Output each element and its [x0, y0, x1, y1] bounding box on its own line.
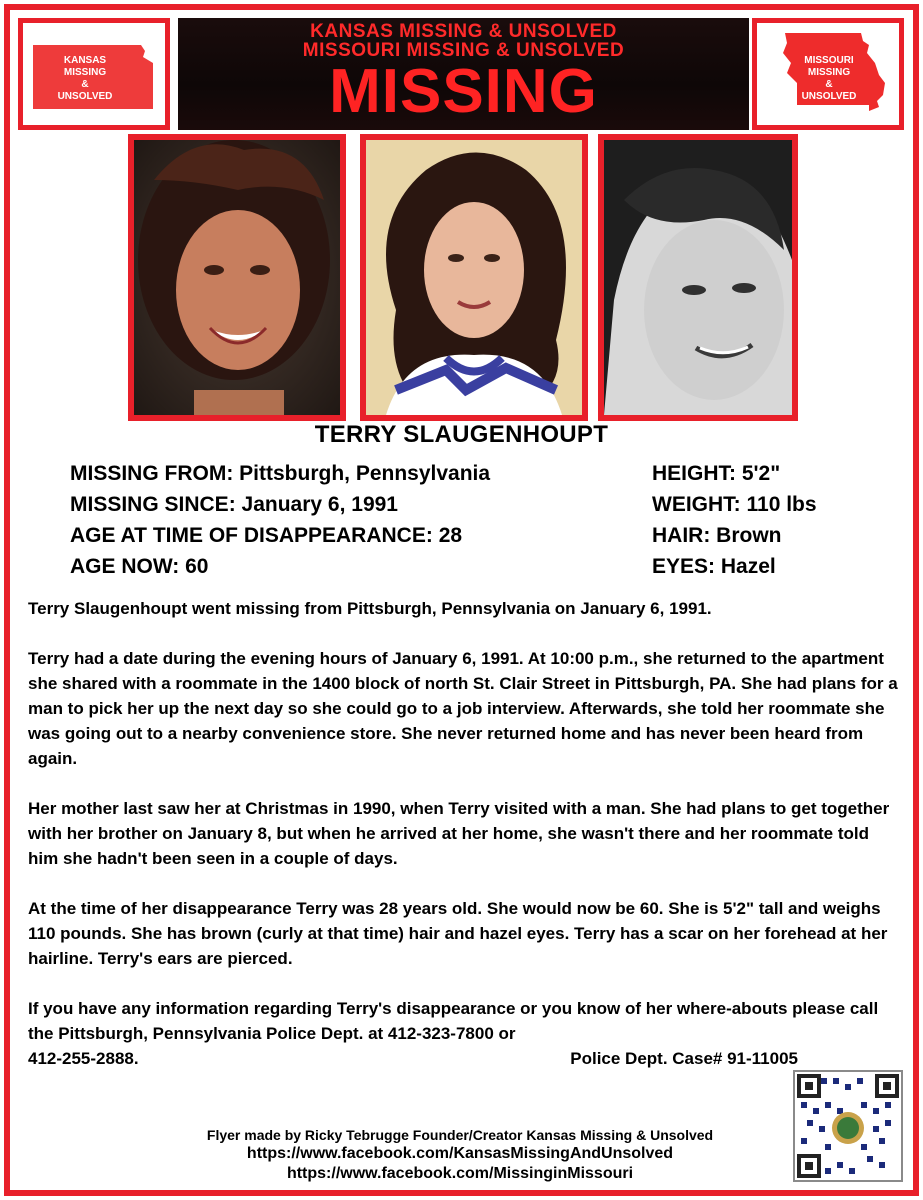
contact-row	[28, 1046, 798, 1071]
person-name: TERRY SLAUGENHOUPT	[314, 421, 609, 448]
paragraph-contact	[28, 996, 898, 1071]
fact-value: Brown	[716, 524, 782, 547]
fact-value: January 6, 1991	[241, 493, 398, 516]
fact-label: HAIR:	[652, 524, 711, 547]
fact-missing-since	[70, 489, 490, 520]
missouri-state-shape-icon	[757, 23, 899, 125]
kansas-logo-text-2: MISSING	[63, 67, 107, 78]
fact-label: HEIGHT:	[652, 462, 736, 485]
fact-age-now	[70, 551, 490, 582]
fact-label: EYES:	[652, 555, 716, 578]
photo-1	[128, 134, 346, 421]
missouri-logo-text-3: &	[825, 79, 833, 90]
fact-value: Pittsburgh, Pennsylvania	[239, 462, 491, 485]
fact-label: AGE NOW:	[70, 555, 180, 578]
paragraph-description: At the time of her disappearance Terry was 28 years old. She would now be 60. She is 5'2" tall and weighs 110 pounds. She has brown (curly at that time) hair and hazel eyes. Terry has a scar on her forehead at her hairline. Terry's ears are pierced.	[28, 899, 888, 968]
fact-age-at-disappearance	[70, 520, 490, 551]
kansas-logo-text-4: UNSOLVED	[57, 91, 113, 102]
fact-weight	[652, 489, 817, 520]
kansas-state-shape-icon	[23, 23, 165, 125]
photo-3	[598, 134, 798, 421]
fact-label: AGE AT TIME OF DISAPPEARANCE:	[70, 524, 433, 547]
fact-value: 5'2"	[741, 462, 781, 485]
paragraph-details: Terry had a date during the evening hours of January 6, 1991. At 10:00 p.m., she returned to the apartment she shared with a roommate in the 1400 block of north St. Clair Street in Pittsburgh, PA. She had plans for a man to pick her up the next day so she could go to a job interview. Afterwards, she told her roommate she was going out to a nearby convenience store. She never returned home and has never been heard from again.	[28, 649, 898, 768]
photo-2	[360, 134, 588, 421]
kansas-logo-text-3: &	[81, 79, 89, 90]
missouri-logo-text-2: MISSING	[807, 67, 851, 78]
fact-missing-from	[70, 458, 490, 489]
missouri-logo-text-1: MISSOURI	[804, 55, 854, 66]
case-description	[28, 596, 898, 1071]
fact-height	[652, 458, 817, 489]
case-number: Police Dept. Case# 91-11005	[570, 1049, 798, 1068]
header-banner	[178, 18, 749, 130]
footer	[130, 1126, 790, 1184]
portrait-photo-3	[604, 140, 792, 415]
fact-value: 28	[438, 524, 463, 547]
facts-left	[70, 458, 490, 582]
fact-value: Hazel	[720, 555, 776, 578]
fact-hair	[652, 520, 817, 551]
missouri-logo-text-4: UNSOLVED	[801, 91, 857, 102]
facts-right	[652, 458, 817, 582]
fact-label: MISSING FROM:	[70, 462, 234, 485]
qr-code[interactable]	[793, 1070, 903, 1182]
footer-link-missouri[interactable]: https://www.facebook.com/MissinginMissouri	[286, 1165, 634, 1182]
missouri-logo	[752, 18, 904, 130]
qr-code-icon	[795, 1072, 901, 1180]
contact-text: If you have any information regarding Terry's disappearance or you know of her where-abouts please call the Pittsburgh, Pennsylvania Police Dept. at 412-323-7800 or	[28, 999, 879, 1043]
paragraph-summary: Terry Slaugenhoupt went missing from Pittsburgh, Pennsylvania on January 6, 1991.	[28, 599, 712, 618]
kansas-logo	[18, 18, 170, 130]
fact-label: WEIGHT:	[652, 493, 741, 516]
portrait-photo-2	[366, 140, 582, 415]
fact-value: 110 lbs	[746, 493, 817, 516]
footer-credit: Flyer made by Ricky Tebrugge Founder/Creator Kansas Missing & Unsolved	[206, 1127, 714, 1143]
portrait-photo-1	[134, 140, 340, 415]
footer-link-kansas[interactable]: https://www.facebook.com/KansasMissingAndUnsolved	[246, 1145, 674, 1162]
kansas-logo-text-1: KANSAS	[63, 55, 107, 66]
fact-label: MISSING SINCE:	[70, 493, 236, 516]
contact-phone-2: 412-255-2888.	[28, 1049, 139, 1068]
header-line-missouri: MISSOURI MISSING & UNSOLVED	[302, 40, 625, 61]
fact-value: 60	[185, 555, 209, 578]
header-line-kansas: KANSAS MISSING & UNSOLVED	[310, 21, 617, 42]
header-title: MISSING	[329, 57, 598, 126]
fact-eyes	[652, 551, 817, 582]
paragraph-family: Her mother last saw her at Christmas in 1990, when Terry visited with a man. She had plans to get together with her brother on January 8, but when he arrived at her home, she wasn't there and her roommate told him she hadn't been seen in a couple of days.	[28, 799, 890, 868]
